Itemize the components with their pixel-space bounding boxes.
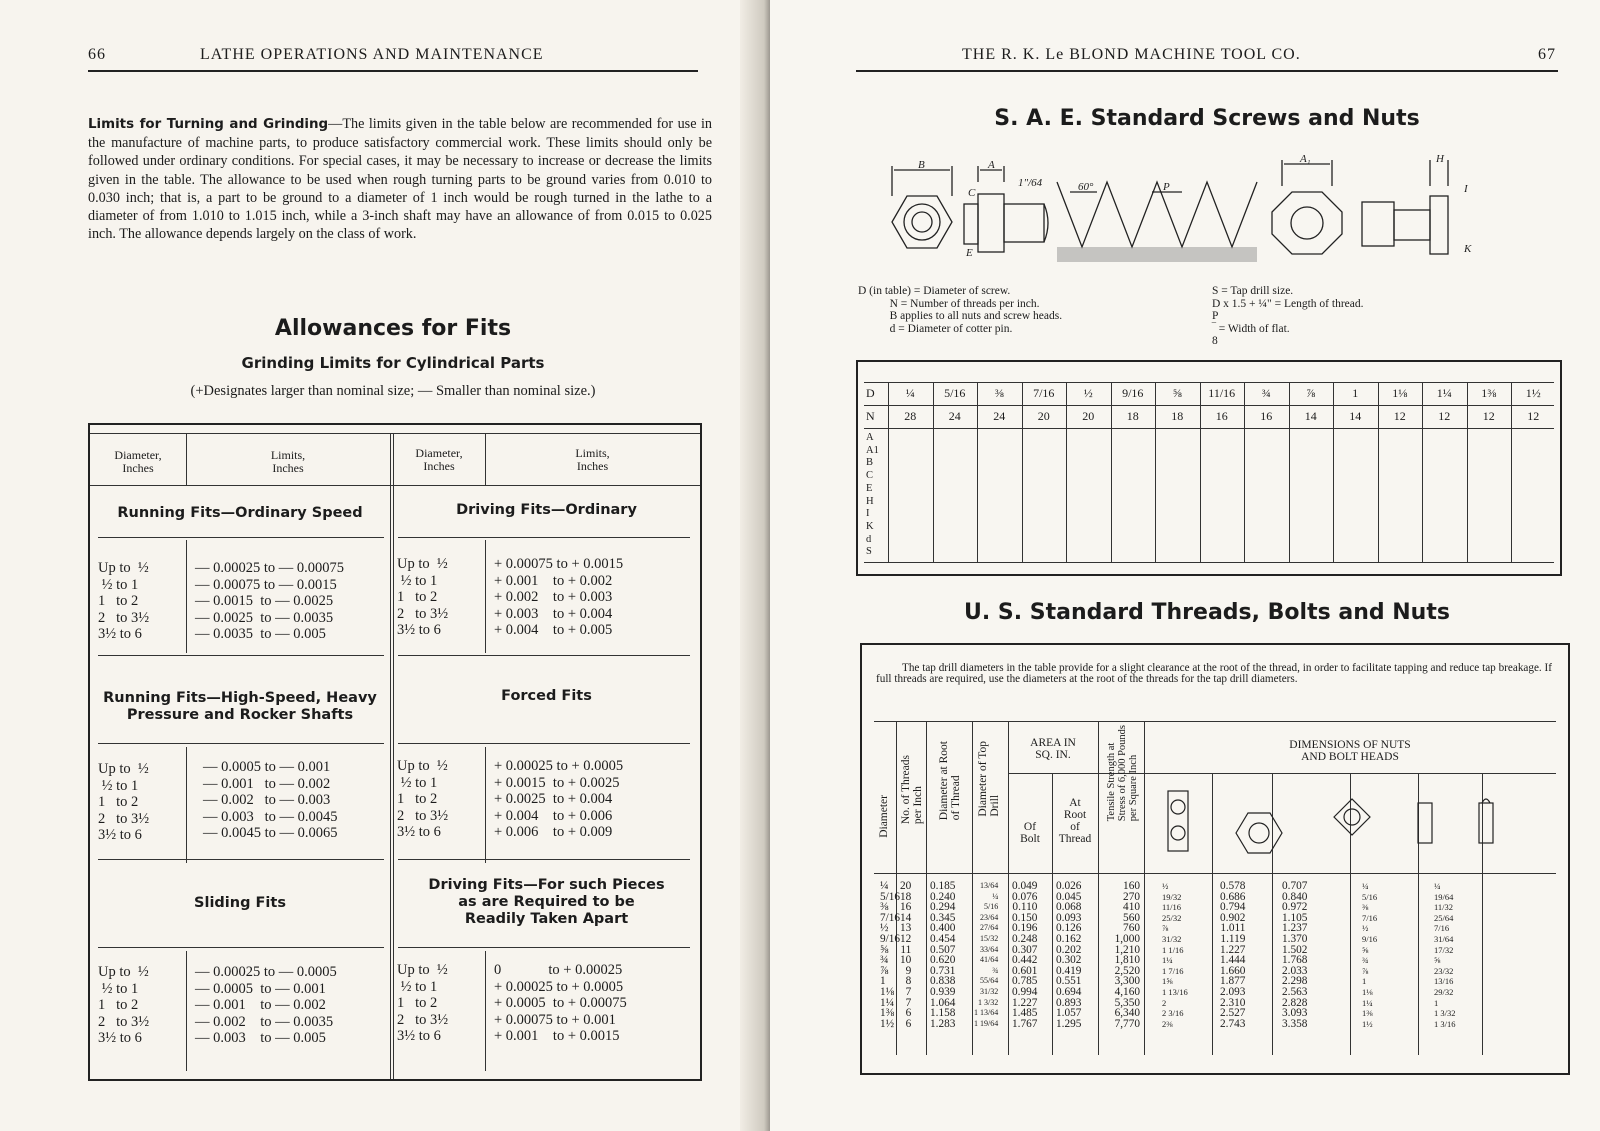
us-col-tensile: 160 270 410 560 760 1,000 1,210 1,810 2,520 3,300 4,160 5,350 6,340 7,770 [1114,880,1140,1030]
diameter-header-1: Diameter, Inches [114,448,162,475]
right-running-head: THE R. K. Le BLOND MACHINE TOOL CO. [962,46,1301,63]
left-running-header [88,44,698,72]
limits-driving-taken-apart: 0 to + 0.00025 + 0.00025 to + 0.0005 + 0.0005 to + 0.00075 + 0.00075 to + 0.001 + 0.001 to + 0.0015 [494,962,627,1045]
sae-diameter-cell: ½ [1083,386,1093,400]
section-driving-ordinary: Driving Fits—Ordinary [456,502,637,518]
us-head-area: AREA IN SQ. IN. [1030,737,1076,761]
sae-diameter-cell: ⅜ [994,386,1004,400]
us-col-threads: 20 18 16 14 13 12 11 10 9 8 7 7 6 6 [900,880,912,1030]
us-col-nut-corner: 0.578 0.686 0.794 0.902 1.011 1.119 1.227 1.444 1.660 1.877 2.093 2.310 2.527 2.743 [1220,880,1246,1030]
intro-text: —The limits given in the table below are recommended for use in the manufacture of machine parts, to produce satisfactory commercial work. These limits should only be followed under ordinary conditions. For special cases, it may be necessary to increase or decrease the limits given in the table. The allowance to be used when rough turning parts to be ground varies from 0.010 to 0.030 inch; that is, a part to be ground to a diameter of 1 inch would be rough turned in the lathe to a diameter of from 1.010 to 1.015 inch, while a 3-inch shaft may have an allowance of from 0.015 to 0.025 inch. The allowance depends largely on the class of work. [88,116,712,243]
section-forced-fits: Forced Fits [501,688,592,704]
us-head-tensile: Tensile Strength at Stress of 6,000 Pounds per Square Inch [1106,725,1139,822]
us-col-diameter: ¼ 5/16 ⅜ 7/16 ½ 9/16 ⅝ ¾ ⅞ 1 1⅛ 1¼ 1⅜ 1½ [880,880,901,1030]
us-head-dimensions: DIMENSIONS OF NUTS AND BOLT HEADS [1289,739,1411,763]
nut-side-icon [1479,803,1493,843]
us-col-at-root: 0.026 0.045 0.068 0.093 0.126 0.162 0.202 0.302 0.419 0.551 0.694 0.893 1.057 1.295 [1056,880,1082,1030]
us-col-nut-flat: ½ 19/32 11/16 25/32 ⅞ 31/32 1 1/16 1¼ 1 7/16 1⅝ 1 13/16 2 2 3/16 2⅜ [1162,881,1188,1029]
us-col-sq-corner: 0.707 0.840 0.972 1.105 1.237 1.370 1.502 1.768 2.033 2.298 2.563 2.828 3.093 3.358 [1282,880,1308,1030]
us-col-tap: 13/64 ¼ 5/16 23/64 27/64 15/32 33/64 41/64 ¾ 55/64 31/32 1 3/32 1 13/64 1 19/64 [974,881,999,1028]
diagram-label-p: P [1163,181,1170,193]
hex-nut-icon [1236,813,1282,853]
intro-lead: Limits for Turning and Grinding [88,117,329,132]
sae-threads-cell: 12 [1527,409,1540,423]
nut-head-icons [1144,773,1556,873]
sae-diameter-cell: 1 [1352,386,1359,400]
us-standard-table [860,643,1570,1075]
diagram-label-i: I [1464,183,1468,195]
limits-running-high-speed: — 0.0005 to — 0.001 — 0.001 to — 0.002 — 0.002 to — 0.003 — 0.003 to — 0.0045 — 0.0045 to — 0.0065 [203,759,338,842]
sae-threads-cell: 14 [1304,409,1317,423]
right-page-number: 67 [1538,46,1556,63]
sae-threads-cell: 16 [1260,409,1273,423]
grinding-subtitle: Grinding Limits for Cylindrical Parts [241,354,545,372]
limits-running-ordinary: — 0.00025 to — 0.00075 — 0.00075 to — 0.0015 — 0.0015 to — 0.0025 — 0.0025 to — 0.0035 — 0.0035 to — 0.005 [195,560,345,643]
us-head-at-root: At Root of Thread [1058,797,1092,845]
section-running-high-speed: Running Fits—High-Speed, Heavy Pressure and Rocker Shafts [103,690,377,723]
limits-driving-ordinary: + 0.00075 to + 0.0015 + 0.001 to + 0.002 + 0.002 to + 0.003 + 0.003 to + 0.004 + 0.004 to + 0.005 [494,556,624,639]
sae-row-d: D [866,386,875,400]
diagram-label-b: B [918,159,925,171]
bolt-head-side-icon [1418,803,1432,843]
sae-threads-cell: 12 [1482,409,1495,423]
sae-diameter-cell: 1⅜ [1481,386,1497,400]
sae-threads-cell: 14 [1349,409,1362,423]
sae-diameter-cell: 11/16 [1208,386,1236,400]
section-running-ordinary: Running Fits—Ordinary Speed [117,505,363,521]
us-head-root: Diameter at Root of Thread [938,741,962,821]
diagram-label-k: K [1464,243,1472,255]
us-head-tap: Diameter of Top Drill [977,741,1001,817]
sign-note: (+Designates larger than nominal size; — Smaller than nominal size.) [190,383,596,399]
right-running-header [856,44,1558,72]
sae-threads-cell: 12 [1438,409,1451,423]
sae-title: S. A. E. Standard Screws and Nuts [994,106,1420,131]
us-title: U. S. Standard Threads, Bolts and Nuts [964,600,1450,625]
sae-diameter-cell: 9/16 [1122,386,1144,400]
left-page [0,0,770,1131]
diam-forced-fits: Up to ½ ½ to 1 1 to 2 2 to 3½ 3½ to 6 [397,758,449,841]
sae-threads-cell: 16 [1215,409,1228,423]
sae-threads-cell: 28 [904,409,917,423]
sae-diameter-cell: 1½ [1525,386,1541,400]
screw-nut-diagram [882,152,1482,272]
sae-diameter-cell: ¼ [905,386,915,400]
square-nut-icon [1334,799,1370,835]
diagram-label-h: H [1436,153,1444,165]
diagram-label-c: C [968,187,976,199]
us-col-root: 0.185 0.240 0.294 0.345 0.400 0.454 0.507 0.620 0.731 0.838 0.939 1.064 1.158 1.283 [930,880,956,1030]
sae-threads-cell: 24 [948,409,961,423]
intro-paragraph [88,115,712,243]
sae-threads-cell: 20 [1037,409,1050,423]
diameter-header-2: Diameter, Inches [415,446,463,473]
us-col-head-thick: ¼ 5/16 ⅜ 7/16 ½ 9/16 ⅝ ¾ ⅞ 1 1⅛ 1¼ 1⅜ 1½ [1362,881,1378,1029]
sae-diameter-cell: ¾ [1261,386,1271,400]
diam-running-high-speed: Up to ½ ½ to 1 1 to 2 2 to 3½ 3½ to 6 [98,761,150,844]
us-head-of-bolt: Of Bolt [1020,821,1040,845]
sae-table [856,360,1562,576]
left-page-number: 66 [88,46,106,63]
sae-diameter-cell: ⅞ [1306,386,1316,400]
sae-threads-cell: 18 [1126,409,1139,423]
diagram-label-angle: 60° [1078,181,1094,193]
limits-forced-fits: + 0.00025 to + 0.0005 + 0.0015 to + 0.0025 + 0.0025 to + 0.004 + 0.004 to + 0.006 + 0.006 to + 0.009 [494,758,624,841]
diagram-label-e: E [966,247,973,259]
sae-row-n: N [866,409,875,423]
fits-table [88,423,702,1081]
us-head-threads: No. of Threads per Inch [900,755,924,825]
diam-sliding-fits: Up to ½ ½ to 1 1 to 2 2 to 3½ 3½ to 6 [98,964,150,1047]
diagram-label-a1: A₁ [1300,153,1311,165]
sae-threads-cell: 24 [993,409,1006,423]
limits-header-1: Limits, Inches [270,448,306,475]
sae-threads-cell: 20 [1082,409,1095,423]
sae-diameter-cell: 1¼ [1436,386,1452,400]
diam-driving-taken-apart: Up to ½ ½ to 1 1 to 2 2 to 3½ 3½ to 6 [397,962,449,1045]
sae-diameter-cell: 7/16 [1033,386,1055,400]
allowances-title: Allowances for Fits [274,316,512,341]
section-sliding-fits: Sliding Fits [194,895,286,911]
limits-sliding-fits: — 0.00025 to — 0.0005 — 0.0005 to — 0.001 — 0.001 to — 0.002 — 0.002 to — 0.0035 — 0.003 to — 0.005 [195,964,337,1047]
sae-legend-right: S = Tap drill size. D x 1.5 + ¼" = Length of thread. P ‾ = Width of flat. 8 [1212,285,1364,347]
sae-threads-cell: 12 [1393,409,1406,423]
us-table-note: The tap drill diameters in the table provide for a slight clearance at the root of the thread, in order to facilitate tapping and reduce tap breakage. If full threads are required, use the diameters at the root of the threads for the tap drill diameters. [876,662,1552,686]
sae-threads-cell: 18 [1171,409,1184,423]
diam-driving-ordinary: Up to ½ ½ to 1 1 to 2 2 to 3½ 3½ to 6 [397,556,449,639]
limits-header-2: Limits, Inches [575,446,610,473]
section-driving-taken-apart: Driving Fits—For such Pieces as are Required to be Readily Taken Apart [428,877,665,927]
us-col-of-bolt: 0.049 0.076 0.110 0.150 0.196 0.248 0.307 0.442 0.601 0.785 0.994 1.227 1.485 1.767 [1012,880,1038,1030]
diagram-label-a: A [988,159,995,171]
sae-diameter-cell: ⅝ [1172,386,1182,400]
diam-running-ordinary: Up to ½ ½ to 1 1 to 2 2 to 3½ 3½ to 6 [98,560,150,643]
diagram-label-frac: 1"/64 [1018,177,1043,189]
left-running-head: LATHE OPERATIONS AND MAINTENANCE [200,46,544,63]
right-page [770,0,1600,1131]
sae-diameter-cell: 5/16 [944,386,966,400]
sae-legend-left: D (in table) = Diameter of screw. N = Number of threads per inch. B applies to all nuts and screw heads. d = Diameter of cotter pin. [858,285,1063,335]
sae-row-labels: A A1 B C E H I K d S [866,432,879,558]
sae-diameter-cell: 1⅛ [1392,386,1408,400]
us-head-diameter: Diameter [878,795,890,838]
us-col-nut-thick: ¼ 19/64 11/32 25/64 7/16 31/64 17/32 ⅝ 23/32 13/16 29/32 1 1 3/32 1 3/16 [1434,881,1456,1029]
